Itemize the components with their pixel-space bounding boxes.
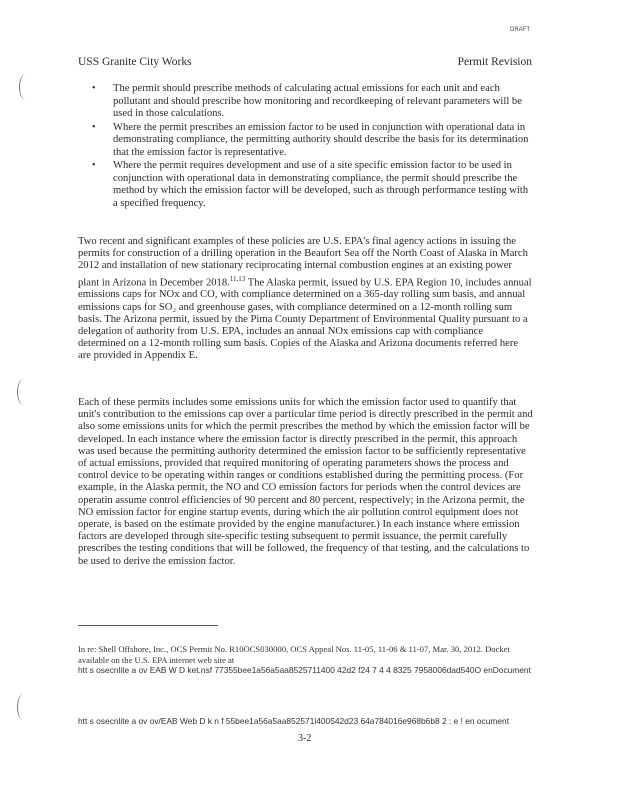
footnote-1 [78, 644, 534, 676]
bullet-item: • Where the permit prescribes an emission factor to be used in conjunction with operational data in demonstrating compliance, the permitting authority should describe the basis for its determination that the emission factor is representative. [92, 122, 532, 160]
punch-hole-mark [19, 74, 32, 100]
footnote-text: In re: Shell Offshore, Inc., OCS Permit No. R10OCS030000, OCS Appeal Nos. 11-05, 11-06 & 11-07, Mar. 30, 2012. Docket available on the U.S. EPA internet web site at [78, 644, 510, 665]
punch-hole-mark [17, 379, 30, 405]
bullet-list [92, 83, 532, 211]
footnote-link[interactable]: htt s osecnlite a ov ov/EAB Web D k n f 55bee1a56a5aa852571l400542d23 64a784016e968b6b8 2 : e ! en ocument [78, 716, 510, 726]
footnote-2 [78, 716, 534, 727]
paragraph-text: Two recent and significant examples of these policies are U.S. EPA's final agency actions in issuing the permits for construction of a drilling operation in the Beaufort Sea off the North Coast of Alaska in March 2012 and installation of new stationary reciprocating internal combustion engines at an existing power plant in Arizona in December 2018. [78, 236, 528, 289]
footnote-divider [78, 625, 218, 626]
header-left: USS Granite City Works [78, 56, 192, 68]
page-number: 3-2 [298, 733, 312, 744]
draft-stamp: DRAFT [510, 27, 530, 33]
paragraph-examples [78, 236, 533, 363]
header-right: Permit Revision [457, 56, 532, 68]
page-header [78, 56, 532, 68]
punch-hole-mark [17, 694, 30, 720]
paragraph-text: The Alaska permit, issued by U.S. EPA Region 10, includes annual emissions caps for NOx and CO, with compliance determined on a 365-day rolling sum basis, and annual emissions caps for SO₂ and greenhouse gases, with compliance determined on a 12-month rolling sum basis. The Arizona permit, issued by the Pima County Department of Environmental Quality pursuant to a delegation of authority from U.S. EPA, includes an annual NOx emissions cap with compliance determined on a 12-month rolling sum basis. Copies of the Alaska and Arizona documents referred here are provided in Appendix E. [78, 277, 532, 362]
bullet-item: • Where the permit requires development and use of a site specific emission factor to be used in conjunction with operational data in demonstrating compliance, the permit should prescribe the method by which the emission factor will be developed, such as through performance testing with a specified frequency. [92, 160, 532, 210]
paragraph-emission-factors: Each of these permits includes some emissions units for which the emission factor used to quantify that unit's contribution to the emissions cap over a particular time period is directly prescribed in the permit and also some emissions units for which the permit prescribes the method by which the emission factor will be developed. In each instance where the emission factor is directly prescribed in the permit, this approach was used because the permitting authority determined the emission factor to be sufficiently representative of actual emissions, provided that required monitoring of operating parameters shows the process and control device to be operating within ranges or conditions established during the permitting process. (For example, in the Alaska permit, the NO and CO emission factors for periods when the control devices are operatin assume control efficiencies of 90 percent and 80 percent, respectively; in the Arizona permit, the NO emission factor for engine startup events, during which the air pollution control equipment does not operate, is based on the estimate provided by the engine manufacturer.) In each instance where emission factors are developed through site-specific testing subsequent to permit issuance, the permit carefully prescribes the testing conditions that will be followed, the frequency of that testing, and the calculations to be used to derive the emission factor. [78, 397, 533, 567]
bullet-item: • The permit should prescribe methods of calculating actual emissions for each unit and each pollutant and should prescribe how monitoring and recordkeeping of relevant parameters will be used in those calculations. [92, 83, 532, 121]
footnote-link[interactable]: htt s osecnlite a ov EAB W D ket.nsf 77355bee1a56a5aa8525711400 42d2 f24 7 4 4 8325 7958006dad540O enDocument [78, 665, 531, 675]
footnote-ref: 11,13 [229, 274, 246, 283]
